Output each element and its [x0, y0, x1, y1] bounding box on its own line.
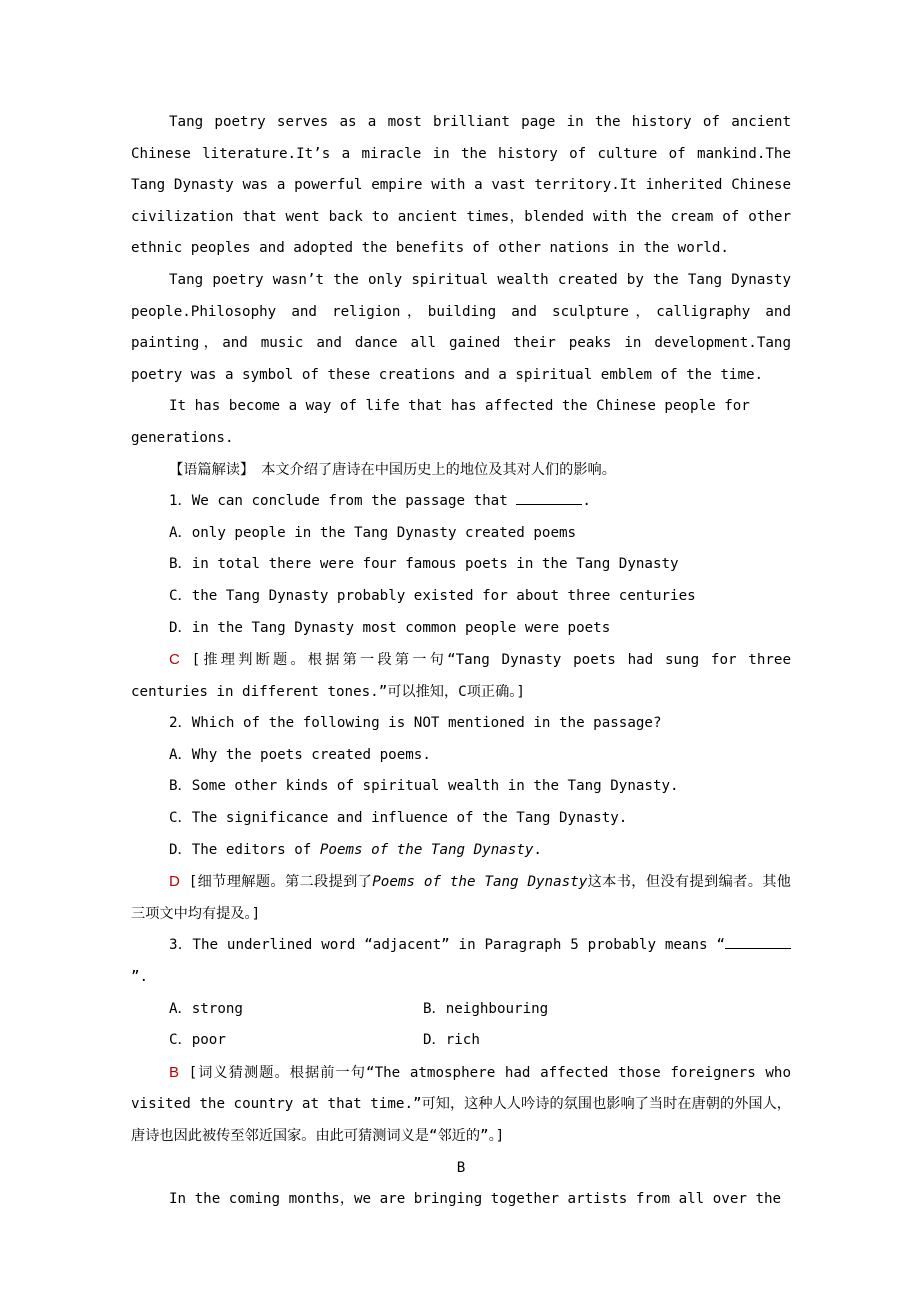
question-3-options-row-1: [131, 994, 791, 1026]
question-3-option-b: B．neighbouring: [423, 1000, 549, 1017]
answer-explanation-start: [细节理解题。第二段提到了: [188, 874, 373, 891]
question-1-answer: [131, 644, 791, 708]
answer-letter: C: [169, 651, 180, 669]
answer-explanation-end: 这本书，但没有提到编者。其他三项文中均有提及。]: [131, 874, 791, 922]
question-2-answer: [131, 866, 791, 930]
question-3-option-d: D．rich: [423, 1032, 480, 1049]
question-1-option-d: D．in the Tang Dynasty most common people were poets: [169, 619, 611, 636]
question-3-stem-text: 3．The underlined word “adjacent” in Paragraph 5 probably means “: [169, 937, 725, 954]
passage-summary: 【语篇解读】 本文介绍了唐诗在中国历史上的地位及其对人们的影响。: [169, 461, 616, 478]
passage-b-first-line: In the coming months，we are bringing together artists from all over the: [169, 1191, 782, 1208]
question-2-option-b: B．Some other kinds of spiritual wealth in the Tang Dynasty.: [169, 778, 679, 795]
answer-explanation: [推理判断题。根据第一段第一句“Tang Dynasty poets had sung for three centuries in different tones.”可以推知，C项正确。]: [131, 652, 791, 700]
document-content: [131, 107, 791, 1216]
question-2-option-a: A．Why the poets created poems.: [169, 746, 431, 763]
question-3-answer: [131, 1057, 791, 1153]
question-1-stem-text: 1．We can conclude from the passage that: [169, 493, 517, 510]
answer-blank: [516, 490, 582, 505]
answer-letter: D: [169, 873, 180, 891]
question-3-options-row-2: [131, 1025, 791, 1057]
question-3-stem-end: ”.: [131, 969, 149, 986]
option-d-prefix: D．The editors of: [169, 841, 320, 858]
passage-b-heading: B: [456, 1159, 466, 1176]
answer-letter: B: [169, 1063, 180, 1081]
question-1-option-c: C．the Tang Dynasty probably existed for about three centuries: [169, 587, 696, 604]
question-3-option-a: A．strong: [169, 1000, 243, 1017]
question-1-option-b: B．in total there were four famous poets in the Tang Dynasty: [169, 556, 679, 573]
book-title: Poems of the Tang Dynasty: [372, 874, 588, 891]
question-1-option-a: A．only people in the Tang Dynasty created poems: [169, 524, 577, 541]
answer-blank: [725, 934, 791, 949]
question-2-stem: 2．Which of the following is NOT mentioned in the passage?: [169, 715, 662, 732]
passage-a-paragraph-2: Tang poetry wasn’t the only spiritual wealth created by the Tang Dynasty people.Philosophy and religion，building and sculpture，calligraphy and painting，and music and dance all gained their peaks in development.Tang poetry was a symbol of these creations and a spiritual emblem of the time.: [131, 271, 791, 383]
question-3-option-c: C．poor: [169, 1032, 226, 1049]
question-1-stem-end: .: [582, 493, 591, 510]
question-3-stem: [131, 930, 791, 993]
question-2-option-d: [131, 835, 791, 867]
book-title: Poems of the Tang Dynasty: [319, 841, 534, 858]
question-2-option-c: C．The significance and influence of the Tang Dynasty.: [169, 810, 628, 827]
question-1-stem: [131, 486, 791, 518]
passage-a-paragraph-1: Tang poetry serves as a most brilliant page in the history of ancient Chinese literature.It’s a miracle in the history of culture of mankind.The Tang Dynasty was a powerful empire with a vast territory.It inherited Chinese civilization that went back to ancient times，blended with the cream of other ethnic peoples and adopted the benefits of other nations in the world.: [131, 114, 791, 257]
option-d-suffix: .: [533, 841, 542, 858]
answer-explanation: [词义猜测题。根据前一句“The atmosphere had affected those foreigners who visited the country at that time.”可知，这种人人吟诗的氛围也影响了当时在唐朝的外国人，唐诗也因此被传至邻近国家。由此可猜测词义是“邻近的”。]: [131, 1064, 791, 1144]
passage-a-paragraph-3: It has become a way of life that has affected the Chinese people for generations.: [131, 398, 750, 446]
